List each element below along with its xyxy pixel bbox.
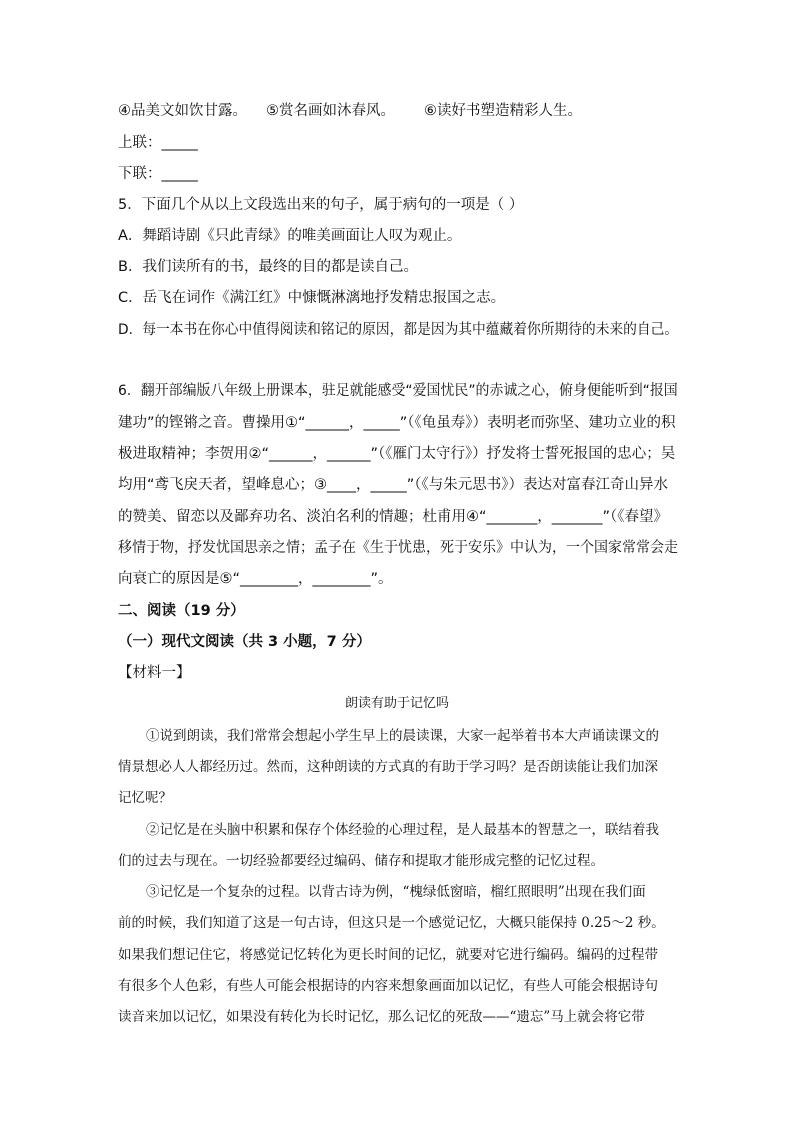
question-6-line: 建功”的铿锵之音。曹操用①“______，_____”（《龟虽寿》）表明老而弥坚、建功立业的积 <box>118 415 676 431</box>
question-5-option-b: B．我们读所有的书，最终的目的都是读自己。 <box>118 259 418 275</box>
article-line: 们的过去与现在。一切经验都要经过编码、储存和提取才能形成完整的记忆过程。 <box>118 853 604 869</box>
upper-couplet-answer: 上联：_____ <box>118 135 198 151</box>
article-line: 前的时候，我们知道了这是一句古诗，但这只是一个感觉记忆，大概只能保持 0.25～2 秒。 <box>118 915 665 931</box>
question-5-option-a: A．舞蹈诗剧《只此青绿》的唯美画面让人叹为观止。 <box>118 228 462 244</box>
article-line: ③记忆是一个复杂的过程。以背古诗为例，“槐绿低窗暗，榴红照眼明”出现在我们面 <box>146 884 646 900</box>
section-2-subheading: （一）现代文阅读（共 3 小题，7 分） <box>118 634 371 650</box>
article-line: 如果我们想记住它，将感觉记忆转化为更长时间的记忆，就要对它进行编码。编码的过程带 <box>118 947 658 963</box>
section-2-heading: 二、阅读（19 分） <box>118 603 245 619</box>
question-5-stem: 5．下面几个从以上文段选出来的句子，属于病句的一项是（ ） <box>118 197 524 213</box>
question-6-line: 向衰亡的原因是⑤“________，________”。 <box>118 571 393 587</box>
couplet-item-4: ④品美文如饮甘露。 <box>118 103 247 119</box>
article-line: 记忆呢？ <box>118 790 172 806</box>
question-5-option-c: C．岳飞在词作《满江红》中慷慨淋漓地抒发精忠报国之志。 <box>118 290 506 306</box>
couplet-item-6: ⑥读好书塑造精彩人生。 <box>424 103 582 119</box>
lower-couplet-answer: 下联：_____ <box>118 166 198 182</box>
question-6-line: 的赞美、留恋以及鄙弃功名、淡泊名利的情趣；杜甫用④“_______，_______”（《春望》 <box>118 509 669 525</box>
question-5-option-d: D．每一本书在你心中值得阅读和铭记的原因，都是因为其中蕴藏着你所期待的未来的自己。 <box>118 322 679 338</box>
question-6-line: 极进取精神；李贺用②“______，______”（《雁门太守行》）抒发将士誓死报国的忠心；吴 <box>118 446 676 462</box>
article-line: 情景想必人人都经历过。然而，这种朗读的方式真的有助于学习吗？是否朗读能让我们加深 <box>118 759 658 775</box>
question-6-line: 均用“鸢飞戾天者，望峰息心；③____，_____”（《与朱元思书》）表达对富春江奇山异水 <box>118 477 669 493</box>
question-6-line: 6．翻开部编版八年级上册课本，驻足就能感受“爱国忧民”的赤诚之心，俯身便能听到“报国 <box>118 383 678 399</box>
article-line: ②记忆是在头脑中积累和保存个体经验的心理过程，是人最基本的智慧之一，联结着我 <box>146 822 659 838</box>
material-1-label: 【材料一】 <box>118 665 191 681</box>
article-title: 朗读有助于记忆吗 <box>344 696 449 711</box>
question-6-line: 移情于物，抒发忧国思亲之情；孟子在《生于忧患，死于安乐》中认为，一个国家常常会走 <box>118 540 678 556</box>
article-line: 有很多个人色彩，有些人可能会根据诗的内容来想象画面加以记忆，有些人可能会根据诗句 <box>118 978 658 994</box>
couplet-item-5: ⑤赏名画如沐春风。 <box>266 103 395 119</box>
article-line: ①说到朗读，我们常常会想起小学生早上的晨读课，大家一起举着书本大声诵读课文的 <box>146 728 659 744</box>
article-line: 读音来加以记忆，如果没有转化为长时记忆，那么记忆的死敌——“遗忘”马上就会将它带 <box>118 1009 645 1025</box>
